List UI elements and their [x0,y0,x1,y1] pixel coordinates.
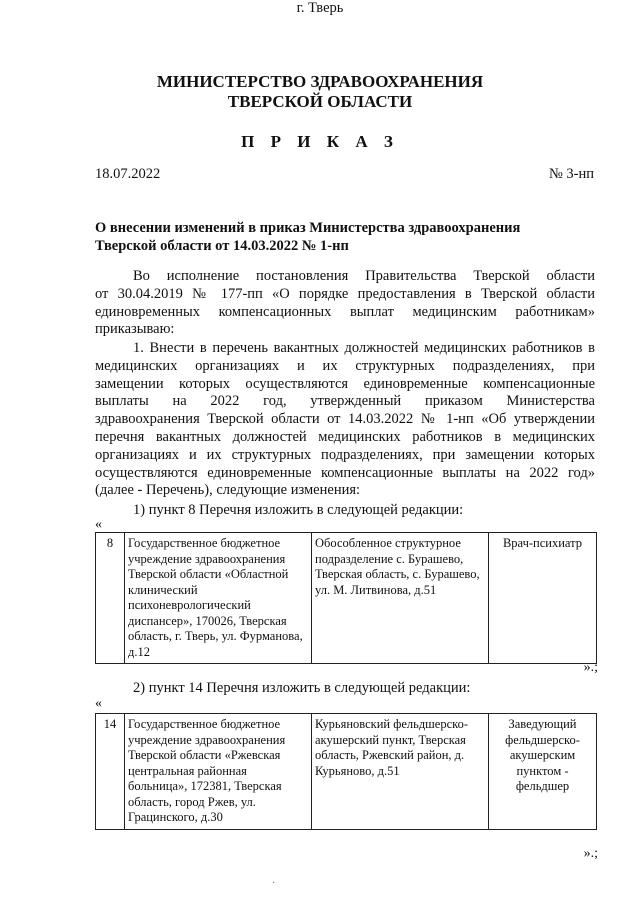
subitem-1: 1) пункт 8 Перечня изложить в следующей редакции: [133,502,464,518]
preamble-line: единовременных компенсационных выплат медицинским работникам» [95,303,595,320]
ministry-name: МИНИСТЕРСТВО ЗДРАВООХРАНЕНИЯ [156,72,484,91]
quote-open-2: « [95,696,102,711]
preamble-line: Во исполнение постановления Правительства Тверской области [133,268,595,284]
cell-subdivision: Курьяновский фельдшерско-акушерский пункт, Тверская область, Ржевский район, д. Курьяново, д.51 [312,714,489,830]
cell-organization: Государственное бюджетное учреждение здравоохранения Тверской области «Областной клинический психоневрологический диспансер», 170026, Тверская область, г. Тверь, ул. Фурманова, д.12 [125,533,312,664]
document-city: г. Тверь [296,0,344,16]
cell-position: Врач-психиатр [489,533,597,664]
preamble-line: от 30.04.2019 № 177-пп «О порядке предоставления в Тверской области [95,285,595,302]
preamble-line: приказываю: [95,321,175,338]
table-item-14 [95,713,597,830]
table-row [96,714,597,830]
document-number: № 3-нп [548,166,594,182]
table-row [96,533,597,664]
document-type: П Р И К А З [241,132,399,151]
item-1-line: перечня вакантных должностей медицинских работников в медицинских [95,428,595,445]
item-1-line: замещении которых осуществляются единовременные компенсационные [95,375,595,392]
item-1-text [95,340,595,500]
region-name: ТВЕРСКОЙ ОБЛАСТИ [227,92,413,111]
scan-speck: · [272,878,276,889]
item-1-line: 1. Внести в перечень вакантных должностей медицинских работников в [133,340,595,356]
quote-close-2: ».; [583,846,598,861]
cell-subdivision: Обособленное структурное подразделение с. Бурашево, Тверская область, с. Бурашево, ул. М. Литвинова, д.51 [312,533,489,664]
item-1-line: (далее - Перечень), следующие изменения: [95,482,361,499]
item-1-line: выплаты на 2022 год, утвержденный приказом Министерства [95,393,595,410]
item-1-line: организациях и их структурных подразделениях, при замещении которых [95,446,595,463]
document-date: 18.07.2022 [95,166,161,182]
item-1-line: осуществляются единовременные компенсационные выплаты на 2022 год» [95,464,595,481]
item-1-line: здравоохранения Тверской области от 14.03.2022 № 1-нп «Об утверждении [95,411,595,428]
document-title-line-1: О внесении изменений в приказ Министерства здравоохранения [95,220,521,236]
subitem-2: 2) пункт 14 Перечня изложить в следующей редакции: [133,680,471,696]
document-title-line-2: Тверской области от 14.03.2022 № 1-нп [95,238,349,254]
preamble [95,268,595,339]
cell-number: 14 [96,714,125,830]
cell-position: Заведующий фельдшерско-акушерским пунктом - фельдшер [489,714,597,830]
item-1-line: медицинских организациях и их структурных подразделениях, при [95,357,595,374]
quote-open-1: « [95,517,102,532]
table-item-8 [95,532,597,664]
cell-number: 8 [96,533,125,664]
quote-close-1: ».; [583,660,598,675]
cell-organization: Государственное бюджетное учреждение здравоохранения Тверской области «Ржевская центральная районная больница», 172381, Тверская область, город Ржев, ул. Грацинского, д.30 [125,714,312,830]
